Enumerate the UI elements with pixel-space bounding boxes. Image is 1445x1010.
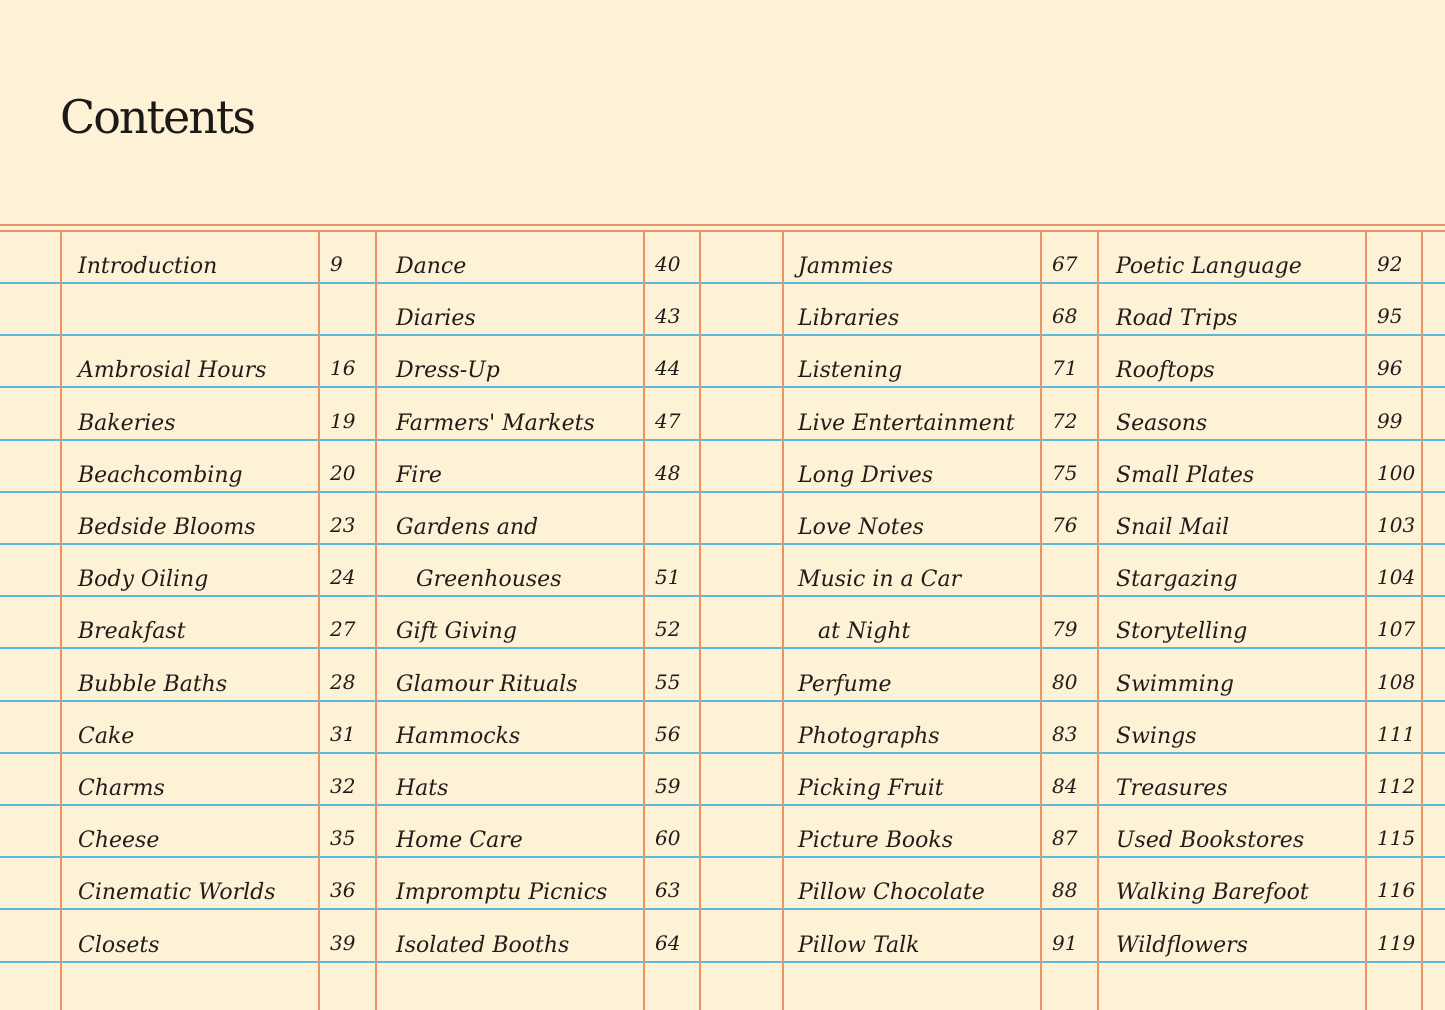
toc-entry-label: Love Notes bbox=[798, 515, 924, 540]
toc-entry-label: Glamour Rituals bbox=[396, 672, 578, 697]
toc-entry-label: Bubble Baths bbox=[78, 672, 228, 697]
top-margin-rule bbox=[0, 230, 1445, 232]
toc-entry-label: Hammocks bbox=[396, 724, 521, 749]
toc-page-number: 99 bbox=[1377, 409, 1403, 433]
ruled-line bbox=[0, 439, 1445, 441]
column-rule bbox=[318, 231, 320, 1010]
column-rule bbox=[782, 231, 784, 1010]
toc-page-number: 100 bbox=[1377, 461, 1416, 485]
ruled-line bbox=[0, 334, 1445, 336]
toc-page-number: 67 bbox=[1052, 252, 1078, 276]
toc-entry-label: Body Oiling bbox=[78, 567, 209, 592]
column-rule bbox=[1040, 231, 1042, 1010]
toc-entry-label: Hats bbox=[396, 776, 449, 801]
ruled-line bbox=[0, 700, 1445, 702]
top-margin-rule bbox=[0, 224, 1445, 226]
toc-entry-label: at Night bbox=[818, 619, 911, 644]
toc-page-number: 28 bbox=[330, 670, 356, 694]
toc-page-number: 32 bbox=[330, 774, 356, 798]
toc-entry-label: Music in a Car bbox=[798, 567, 962, 592]
ruled-line bbox=[0, 752, 1445, 754]
toc-page-number: 48 bbox=[655, 461, 681, 485]
ruled-line bbox=[0, 856, 1445, 858]
toc-entry-label: Cinematic Worlds bbox=[78, 880, 276, 905]
toc-entry-label: Home Care bbox=[396, 828, 523, 853]
toc-page-number: 27 bbox=[330, 617, 356, 641]
toc-page-number: 47 bbox=[655, 409, 681, 433]
toc-entry-label: Ambrosial Hours bbox=[78, 358, 267, 383]
toc-entry-label: Stargazing bbox=[1116, 567, 1238, 592]
toc-entry-label: Swings bbox=[1116, 724, 1197, 749]
toc-page-number: 31 bbox=[330, 722, 356, 746]
toc-page-number: 92 bbox=[1377, 252, 1403, 276]
toc-entry-label: Farmers' Markets bbox=[396, 411, 595, 436]
toc-entry-label: Closets bbox=[78, 933, 160, 958]
toc-page-number: 16 bbox=[330, 356, 356, 380]
toc-entry-label: Fire bbox=[396, 463, 442, 488]
toc-entry-label: Perfume bbox=[798, 672, 892, 697]
toc-page-number: 55 bbox=[655, 670, 681, 694]
ruled-line bbox=[0, 543, 1445, 545]
toc-entry-label: Storytelling bbox=[1116, 619, 1248, 644]
toc-entry-label: Pillow Chocolate bbox=[798, 880, 985, 905]
toc-page-number: 75 bbox=[1052, 461, 1078, 485]
column-rule bbox=[60, 231, 62, 1010]
toc-entry-label: Used Bookstores bbox=[1116, 828, 1305, 853]
toc-entry-label: Listening bbox=[798, 358, 903, 383]
toc-page-number: 76 bbox=[1052, 513, 1078, 537]
toc-page-number: 24 bbox=[330, 565, 356, 589]
toc-entry-label: Impromptu Picnics bbox=[396, 880, 608, 905]
toc-page-number: 63 bbox=[655, 878, 681, 902]
toc-entry-label: Road Trips bbox=[1116, 306, 1238, 331]
toc-page-number: 95 bbox=[1377, 304, 1403, 328]
ruled-line bbox=[0, 386, 1445, 388]
toc-page-number: 19 bbox=[330, 409, 356, 433]
toc-page-number: 96 bbox=[1377, 356, 1403, 380]
toc-page-number: 103 bbox=[1377, 513, 1416, 537]
ruled-line bbox=[0, 804, 1445, 806]
toc-page-number: 20 bbox=[330, 461, 356, 485]
column-rule bbox=[1097, 231, 1099, 1010]
toc-entry-label: Bakeries bbox=[78, 411, 176, 436]
column-rule bbox=[375, 231, 377, 1010]
toc-entry-label: Small Plates bbox=[1116, 463, 1255, 488]
toc-entry-label: Treasures bbox=[1116, 776, 1228, 801]
column-rule bbox=[1365, 231, 1367, 1010]
toc-entry-label: Walking Barefoot bbox=[1116, 880, 1309, 905]
toc-page-number: 111 bbox=[1377, 722, 1416, 746]
toc-entry-label: Gift Giving bbox=[396, 619, 517, 644]
toc-page-number: 72 bbox=[1052, 409, 1078, 433]
toc-page-number: 44 bbox=[655, 356, 681, 380]
toc-entry-label: Cheese bbox=[78, 828, 160, 853]
toc-entry-label: Jammies bbox=[798, 254, 894, 279]
toc-page-number: 88 bbox=[1052, 878, 1078, 902]
toc-page-number: 51 bbox=[655, 565, 681, 589]
toc-page-number: 108 bbox=[1377, 670, 1416, 694]
toc-entry-label: Photographs bbox=[798, 724, 940, 749]
toc-page-number: 64 bbox=[655, 931, 681, 955]
toc-entry-label: Charms bbox=[78, 776, 165, 801]
ruled-line bbox=[0, 908, 1445, 910]
toc-entry-label: Gardens and bbox=[396, 515, 539, 540]
toc-entry-label: Breakfast bbox=[78, 619, 186, 644]
toc-page-number: 52 bbox=[655, 617, 681, 641]
toc-page-number: 104 bbox=[1377, 565, 1416, 589]
toc-entry-label: Seasons bbox=[1116, 411, 1208, 436]
toc-page-number: 35 bbox=[330, 826, 356, 850]
toc-page-number: 39 bbox=[330, 931, 356, 955]
ruled-line bbox=[0, 282, 1445, 284]
column-rule bbox=[643, 231, 645, 1010]
toc-entry-label: Cake bbox=[78, 724, 135, 749]
page-title: Contents bbox=[60, 90, 254, 144]
toc-page-number: 56 bbox=[655, 722, 681, 746]
toc-entry-label: Beachcombing bbox=[78, 463, 243, 488]
toc-page-number: 84 bbox=[1052, 774, 1078, 798]
toc-page-number: 116 bbox=[1377, 878, 1416, 902]
column-rule bbox=[699, 231, 701, 1010]
toc-page-number: 23 bbox=[330, 513, 356, 537]
toc-page-number: 115 bbox=[1377, 826, 1416, 850]
toc-page-number: 80 bbox=[1052, 670, 1078, 694]
toc-entry-label: Snail Mail bbox=[1116, 515, 1230, 540]
toc-entry-label: Dance bbox=[396, 254, 467, 279]
toc-page-number: 83 bbox=[1052, 722, 1078, 746]
toc-page-number: 71 bbox=[1052, 356, 1078, 380]
toc-entry-label: Swimming bbox=[1116, 672, 1234, 697]
toc-entry-label: Bedside Blooms bbox=[78, 515, 256, 540]
toc-entry-label: Greenhouses bbox=[416, 567, 562, 592]
toc-page-number: 36 bbox=[330, 878, 356, 902]
toc-page-number: 9 bbox=[330, 252, 343, 276]
ruled-line bbox=[0, 961, 1445, 963]
toc-entry-label: Dress-Up bbox=[396, 358, 500, 383]
toc-entry-label: Picture Books bbox=[798, 828, 953, 853]
toc-page-number: 60 bbox=[655, 826, 681, 850]
toc-entry-label: Pillow Talk bbox=[798, 933, 920, 958]
toc-entry-label: Introduction bbox=[78, 254, 218, 279]
toc-entry-label: Wildflowers bbox=[1116, 933, 1248, 958]
toc-entry-label: Diaries bbox=[396, 306, 476, 331]
toc-entry-label: Poetic Language bbox=[1116, 254, 1302, 279]
ruled-line bbox=[0, 647, 1445, 649]
ruled-line bbox=[0, 491, 1445, 493]
ruled-line bbox=[0, 595, 1445, 597]
toc-entry-label: Isolated Booths bbox=[396, 933, 570, 958]
toc-page-number: 107 bbox=[1377, 617, 1416, 641]
toc-entry-label: Long Drives bbox=[798, 463, 934, 488]
toc-page-number: 40 bbox=[655, 252, 681, 276]
toc-entry-label: Live Entertainment bbox=[798, 411, 1015, 436]
column-rule bbox=[1421, 231, 1423, 1010]
toc-page-number: 68 bbox=[1052, 304, 1078, 328]
toc-entry-label: Rooftops bbox=[1116, 358, 1215, 383]
toc-page-number: 112 bbox=[1377, 774, 1416, 798]
toc-page-number: 119 bbox=[1377, 931, 1416, 955]
toc-page-number: 59 bbox=[655, 774, 681, 798]
toc-page-number: 87 bbox=[1052, 826, 1078, 850]
toc-entry-label: Libraries bbox=[798, 306, 900, 331]
toc-page-number: 91 bbox=[1052, 931, 1078, 955]
toc-page-number: 43 bbox=[655, 304, 681, 328]
toc-entry-label: Picking Fruit bbox=[798, 776, 944, 801]
toc-page-number: 79 bbox=[1052, 617, 1078, 641]
